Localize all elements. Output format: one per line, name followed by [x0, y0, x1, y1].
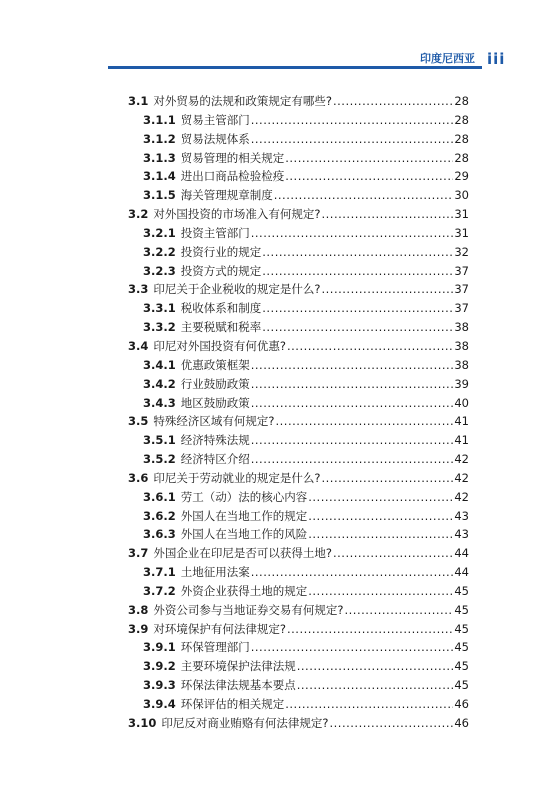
toc-entry-number: 3.4.3	[143, 395, 176, 410]
toc-entry[interactable]	[128, 545, 469, 564]
toc-entry-page: 38	[454, 338, 469, 353]
toc-entry-number: 3.3	[128, 282, 149, 297]
toc-entry[interactable]	[128, 658, 469, 677]
toc-entry-title: 对环境保护有何法律规定?	[153, 621, 286, 636]
dot-leader	[308, 490, 453, 504]
toc-entry[interactable]	[128, 131, 469, 150]
toc-entry[interactable]	[128, 168, 469, 187]
toc-entry-title: 进出口商品检验检疫	[180, 169, 285, 184]
toc-entry-page: 44	[454, 565, 469, 580]
toc-entry[interactable]	[128, 206, 469, 225]
dot-leader	[251, 565, 454, 579]
toc-entry-page: 42	[454, 452, 469, 467]
toc-entry-number: 3.10	[128, 715, 157, 730]
toc-entry-title: 经济特殊法规	[180, 433, 250, 448]
dot-leader	[262, 245, 453, 259]
toc-entry-title: 贸易主管部门	[180, 112, 250, 127]
toc-entry-title: 劳工（动）法的核心内容	[180, 489, 308, 504]
toc-entry-page: 37	[454, 282, 469, 297]
toc-entry-number: 3.4.2	[143, 376, 176, 391]
toc-entry-page: 31	[454, 225, 469, 240]
toc-entry-number: 3.4.1	[143, 357, 176, 372]
toc-entry[interactable]	[128, 489, 469, 508]
toc-entry-page: 44	[454, 546, 469, 561]
toc-entry[interactable]	[128, 244, 469, 263]
toc-entry-number: 3.4	[128, 338, 149, 353]
dot-leader	[344, 603, 453, 617]
toc-entry-page: 30	[454, 188, 469, 203]
dot-leader	[321, 471, 453, 485]
toc-entry-number: 3.6.1	[143, 489, 176, 504]
toc-entry-title: 税收体系和制度	[180, 301, 262, 316]
toc-entry-title: 土地征用法案	[180, 565, 250, 580]
toc-entry-number: 3.7	[128, 546, 149, 561]
toc-entry-title: 特殊经济区域有何规定?	[153, 414, 275, 429]
toc-entry-title: 印尼对外国投资有何优惠?	[153, 338, 286, 353]
toc-entry-number: 3.1.3	[143, 150, 176, 165]
dot-leader	[251, 377, 454, 391]
toc-entry[interactable]	[128, 639, 469, 658]
dot-leader	[251, 132, 454, 146]
toc-entry[interactable]	[128, 376, 469, 395]
dot-leader	[285, 697, 453, 711]
toc-entry-title: 外国人在当地工作的风险	[180, 527, 308, 542]
dot-leader	[308, 509, 453, 523]
toc-entry-number: 3.3.1	[143, 301, 176, 316]
toc-entry-page: 39	[454, 376, 469, 391]
dot-leader	[251, 452, 454, 466]
dot-leader	[333, 546, 453, 560]
toc-entry-number: 3.2.3	[143, 263, 176, 278]
toc-entry-title: 海关管理规章制度	[180, 188, 273, 203]
toc-entry[interactable]	[128, 150, 469, 169]
toc-entry-page: 38	[454, 320, 469, 335]
toc-entry-title: 外资企业获得土地的规定	[180, 583, 308, 598]
dot-leader	[285, 151, 453, 165]
toc-entry-page: 46	[454, 697, 469, 711]
dot-leader	[333, 94, 453, 108]
dot-leader	[251, 358, 454, 372]
toc-entry-number: 3.9.1	[143, 640, 176, 655]
toc-entry[interactable]	[128, 413, 469, 432]
toc-entry-title: 投资主管部门	[180, 225, 250, 240]
dot-leader	[297, 678, 454, 692]
toc-entry-title: 地区鼓励政策	[180, 395, 250, 410]
toc-entry[interactable]	[128, 263, 469, 282]
toc-entry-number: 3.6.2	[143, 508, 176, 523]
dot-leader	[275, 414, 453, 428]
toc-entry[interactable]	[128, 564, 469, 583]
toc-entry[interactable]	[128, 451, 469, 470]
toc-entry-page: 28	[454, 112, 469, 127]
toc-entry-number: 3.7.2	[143, 583, 176, 598]
dot-leader	[321, 282, 453, 296]
running-header-title: 印度尼西亚	[420, 52, 475, 65]
toc-entry-page: 46	[454, 715, 469, 730]
toc-entry-page: 45	[454, 640, 469, 655]
toc-entry-title: 印尼关于企业税收的规定是什么?	[153, 282, 321, 297]
toc-entry-number: 3.1	[128, 94, 149, 108]
toc-entry-page: 40	[454, 395, 469, 410]
toc-entry-number: 3.5.2	[143, 452, 176, 467]
toc-entry-number: 3.2.1	[143, 225, 176, 240]
dot-leader	[274, 188, 454, 202]
dot-leader	[297, 659, 454, 673]
toc-entry[interactable]	[128, 508, 469, 527]
toc-entry-number: 3.2	[128, 207, 149, 222]
dot-leader	[287, 339, 453, 353]
toc-entry-title: 贸易法规体系	[180, 131, 250, 146]
toc-entry-page: 28	[454, 94, 469, 108]
toc-entry-number: 3.6.3	[143, 527, 176, 542]
toc-entry-page: 31	[454, 207, 469, 222]
toc-entry-page: 42	[454, 470, 469, 485]
dot-leader	[308, 584, 453, 598]
dot-leader	[262, 301, 453, 315]
toc-entry[interactable]	[128, 300, 469, 319]
toc-entry[interactable]	[128, 715, 469, 734]
toc-entry-page: 45	[454, 678, 469, 693]
toc-entry-title: 环保管理部门	[180, 640, 250, 655]
toc-entry[interactable]	[128, 225, 469, 244]
toc-entry-number: 3.3.2	[143, 320, 176, 335]
dot-leader	[262, 320, 453, 334]
table-of-contents	[128, 93, 469, 734]
dot-leader	[321, 207, 453, 221]
dot-leader	[329, 716, 453, 730]
toc-entry-title: 经济特区介绍	[180, 452, 250, 467]
dot-leader	[251, 113, 454, 127]
toc-entry-number: 3.9.3	[143, 678, 176, 693]
toc-entry-page: 37	[454, 263, 469, 278]
toc-entry[interactable]	[128, 357, 469, 376]
toc-entry-page: 43	[454, 527, 469, 542]
toc-entry-title: 外国人在当地工作的规定	[180, 508, 308, 523]
toc-entry[interactable]	[128, 470, 469, 489]
toc-entry-title: 环保法律法规基本要点	[180, 678, 296, 693]
toc-entry-title: 对外国投资的市场准入有何规定?	[153, 207, 321, 222]
roman-page-number: iii	[487, 50, 506, 68]
toc-entry-page: 29	[454, 169, 469, 184]
toc-entry[interactable]	[128, 187, 469, 206]
toc-entry-title: 外国企业在印尼是否可以获得土地?	[153, 546, 332, 561]
toc-entry[interactable]	[128, 526, 469, 545]
toc-entry-page: 42	[454, 489, 469, 504]
toc-entry-page: 28	[454, 150, 469, 165]
dot-leader	[287, 622, 453, 636]
toc-entry-page: 41	[454, 414, 469, 429]
toc-entry[interactable]	[128, 621, 469, 640]
toc-entry-number: 3.1.2	[143, 131, 176, 146]
toc-entry[interactable]	[128, 677, 469, 696]
toc-entry-page: 38	[454, 357, 469, 372]
toc-entry-title: 环保评估的相关规定	[180, 697, 285, 711]
dot-leader	[308, 527, 453, 541]
toc-entry-page: 28	[454, 131, 469, 146]
toc-entry-number: 3.9.2	[143, 659, 176, 674]
toc-entry-number: 3.9.4	[143, 697, 176, 711]
toc-entry-title: 外资公司参与当地证券交易有何规定?	[153, 602, 344, 617]
dot-leader	[262, 264, 453, 278]
toc-entry-title: 印尼反对商业贿赂有何法律规定?	[161, 715, 329, 730]
toc-entry-number: 3.5.1	[143, 433, 176, 448]
dot-leader	[251, 226, 454, 240]
toc-entry-number: 3.9	[128, 621, 149, 636]
toc-entry[interactable]	[128, 93, 469, 112]
toc-entry[interactable]	[128, 112, 469, 131]
toc-entry-page: 32	[454, 244, 469, 259]
toc-entry-page: 37	[454, 301, 469, 316]
toc-entry[interactable]	[128, 432, 469, 451]
toc-entry[interactable]	[128, 338, 469, 357]
toc-entry[interactable]	[128, 583, 469, 602]
toc-entry-page: 45	[454, 602, 469, 617]
toc-entry-page: 45	[454, 659, 469, 674]
dot-leader	[251, 396, 454, 410]
toc-entry-title: 投资方式的规定	[180, 263, 262, 278]
toc-entry-page: 45	[454, 583, 469, 598]
toc-entry[interactable]	[128, 696, 469, 715]
toc-entry-number: 3.2.2	[143, 244, 176, 259]
toc-entry-page: 41	[454, 433, 469, 448]
toc-entry-title: 主要环境保护法律法规	[180, 659, 296, 674]
toc-entry-title: 优惠政策框架	[180, 357, 250, 372]
toc-entry-title: 对外贸易的法规和政策规定有哪些?	[153, 94, 332, 108]
toc-entry-number: 3.8	[128, 602, 149, 617]
toc-entry-number: 3.6	[128, 470, 149, 485]
toc-entry-number: 3.1.4	[143, 169, 176, 184]
toc-entry-number: 3.5	[128, 414, 149, 429]
toc-entry-page: 45	[454, 621, 469, 636]
toc-entry[interactable]	[128, 395, 469, 414]
toc-entry-number: 3.1.1	[143, 112, 176, 127]
toc-entry-page: 43	[454, 508, 469, 523]
toc-entry[interactable]	[128, 281, 469, 300]
toc-entry[interactable]	[128, 602, 469, 621]
dot-leader	[251, 433, 454, 447]
header-rule	[108, 66, 482, 69]
toc-entry-title: 贸易管理的相关规定	[180, 150, 285, 165]
toc-entry[interactable]	[128, 319, 469, 338]
dot-leader	[251, 640, 454, 654]
toc-entry-title: 主要税赋和税率	[180, 320, 262, 335]
toc-entry-title: 印尼关于劳动就业的规定是什么?	[153, 470, 321, 485]
toc-entry-number: 3.7.1	[143, 565, 176, 580]
toc-entry-number: 3.1.5	[143, 188, 176, 203]
toc-entry-title: 行业鼓励政策	[180, 376, 250, 391]
dot-leader	[285, 169, 453, 183]
toc-entry-title: 投资行业的规定	[180, 244, 262, 259]
